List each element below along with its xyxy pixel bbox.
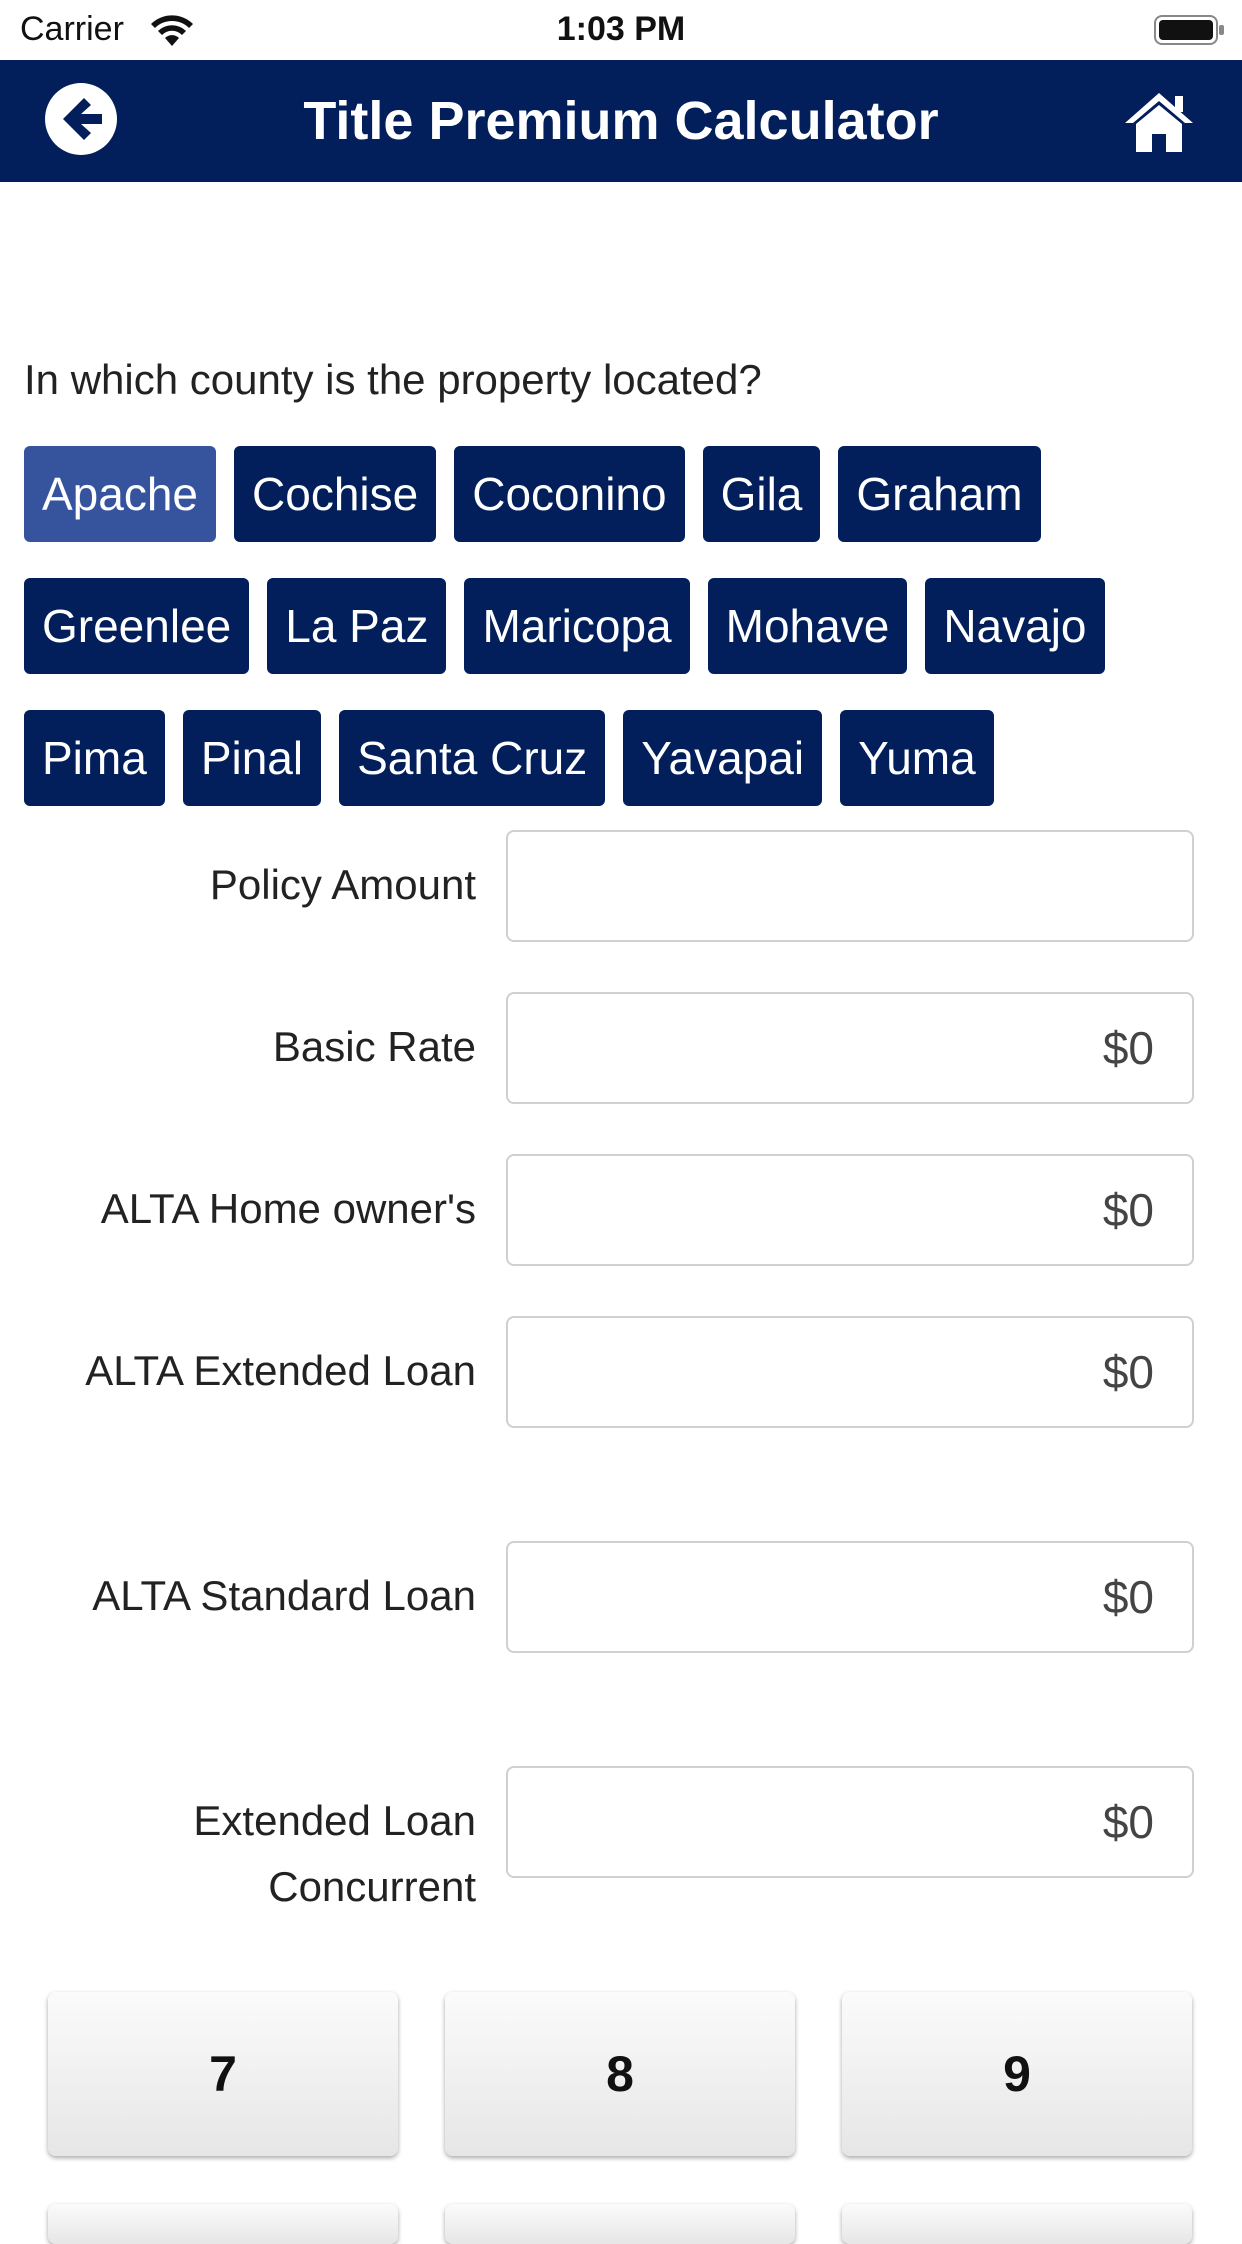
key-8[interactable]: 8	[445, 1992, 795, 2156]
basic-rate-field[interactable]	[506, 992, 1194, 1104]
county-question: In which county is the property located?	[24, 356, 762, 403]
keypad-key-partial[interactable]	[445, 2204, 795, 2244]
county-button-gila[interactable]: Gila	[703, 446, 821, 542]
alta-home-owners-field[interactable]	[506, 1154, 1194, 1266]
county-button-cochise[interactable]: Cochise	[234, 446, 436, 542]
county-button-pima[interactable]: Pima	[24, 710, 165, 806]
home-icon[interactable]	[1122, 90, 1196, 154]
county-button-apache[interactable]: Apache	[24, 446, 216, 542]
alta-extended-loan-field[interactable]	[506, 1316, 1194, 1428]
county-button-maricopa[interactable]: Maricopa	[464, 578, 689, 674]
keypad-key-partial[interactable]	[842, 2204, 1192, 2244]
county-button-yuma[interactable]: Yuma	[840, 710, 994, 806]
alta-home-owners-label: ALTA Home owner's	[100, 1185, 476, 1232]
county-button-santa-cruz[interactable]: Santa Cruz	[339, 710, 605, 806]
carrier-label: Carrier	[20, 10, 124, 48]
extended-loan-concurrent-label: Extended Loan Concurrent	[193, 1797, 476, 1910]
alta-standard-loan-field[interactable]	[506, 1541, 1194, 1653]
county-button-coconino[interactable]: Coconino	[454, 446, 684, 542]
key-9[interactable]: 9	[842, 1992, 1192, 2156]
policy-amount-input[interactable]	[506, 830, 1194, 942]
status-bar	[0, 0, 1242, 60]
county-button-la-paz[interactable]: La Paz	[267, 578, 446, 674]
county-button-greenlee[interactable]: Greenlee	[24, 578, 249, 674]
policy-amount-label: Policy Amount	[209, 861, 476, 908]
alta-extended-loan-label: ALTA Extended Loan	[85, 1347, 476, 1394]
battery-icon	[1154, 14, 1226, 46]
county-button-graham[interactable]: Graham	[838, 446, 1040, 542]
county-selector	[24, 446, 1224, 806]
county-button-yavapai[interactable]: Yavapai	[623, 710, 822, 806]
alta-standard-loan-label: ALTA Standard Loan	[92, 1572, 476, 1619]
clock: 1:03 PM	[556, 10, 686, 48]
key-7[interactable]: 7	[48, 1992, 398, 2156]
extended-loan-concurrent-field[interactable]	[506, 1766, 1194, 1878]
navbar	[0, 60, 1242, 182]
page-title: Title Premium Calculator	[303, 91, 939, 151]
county-button-navajo[interactable]: Navajo	[925, 578, 1104, 674]
county-button-pinal[interactable]: Pinal	[183, 710, 321, 806]
county-button-mohave[interactable]: Mohave	[708, 578, 908, 674]
basic-rate-label: Basic Rate	[272, 1023, 476, 1070]
keypad-key-partial[interactable]	[48, 2204, 398, 2244]
